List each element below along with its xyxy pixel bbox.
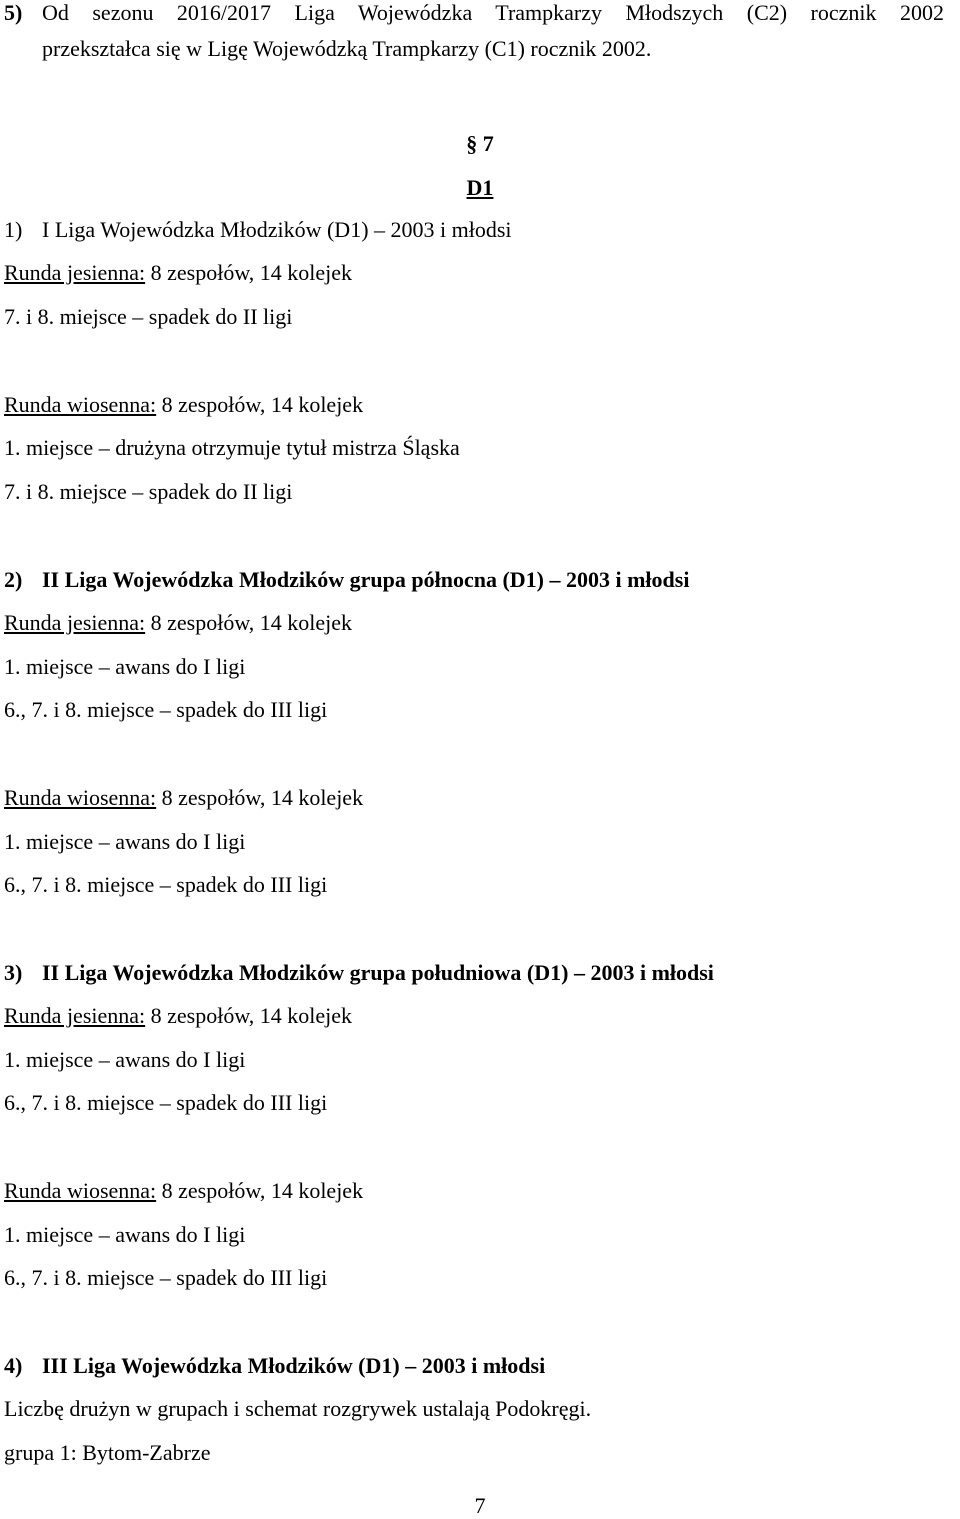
league-3-autumn: [4, 1003, 352, 1029]
league-2-autumn: [4, 610, 352, 636]
league-2-spring-rule-2: 6., 7. i 8. miejsce – spadek do III ligi: [4, 872, 328, 897]
league-3-number: 3): [4, 960, 23, 985]
league-1-title: I Liga Wojewódzka Młodzików (D1) – 2003 i młodsi: [42, 217, 512, 242]
league-1-number: 1): [4, 217, 23, 242]
intro-number: 5): [4, 0, 23, 25]
league-3-spring: [4, 1178, 363, 1204]
league-1-spring-rule-1: 1. miejsce – drużyna otrzymuje tytuł mistrza Śląska: [4, 435, 460, 460]
spring-text: 8 zespołów, 14 kolejek: [156, 785, 364, 810]
league-1-spring-rule-2: 7. i 8. miejsce – spadek do II ligi: [4, 479, 293, 504]
section-category: D1: [466, 175, 494, 200]
league-3-spring-rule-2: 6., 7. i 8. miejsce – spadek do III ligi: [4, 1265, 328, 1290]
section-paragraph: § 7: [466, 131, 494, 156]
autumn-text: 8 zespołów, 14 kolejek: [145, 260, 353, 285]
autumn-text: 8 zespołów, 14 kolejek: [145, 1003, 353, 1028]
league-2-autumn-rule-1: 1. miejsce – awans do I ligi: [4, 654, 246, 679]
league-4-heading: [4, 1353, 545, 1379]
league-2-heading: [4, 567, 689, 593]
league-4-note-2: grupa 1: Bytom-Zabrze: [4, 1440, 211, 1465]
league-2-autumn-rule-2: 6., 7. i 8. miejsce – spadek do III ligi: [4, 697, 328, 722]
spring-text: 8 zespołów, 14 kolejek: [156, 392, 364, 417]
autumn-label: Runda jesienna:: [4, 260, 146, 285]
league-2-spring: [4, 785, 363, 811]
league-3-autumn-rule-1: 1. miejsce – awans do I ligi: [4, 1047, 246, 1072]
intro-line-1: Od sezonu 2016/2017 Liga Wojewódzka Trampkarzy Młodszych (C2) rocznik 2002: [42, 0, 944, 25]
spring-label: Runda wiosenna:: [4, 785, 157, 810]
league-3-autumn-rule-2: 6., 7. i 8. miejsce – spadek do III ligi: [4, 1090, 328, 1115]
intro-paragraph: [4, 0, 944, 62]
league-3-spring-rule-1: 1. miejsce – awans do I ligi: [4, 1222, 246, 1247]
league-1-heading: [4, 217, 512, 243]
autumn-label: Runda jesienna:: [4, 1003, 146, 1028]
autumn-text: 8 zespołów, 14 kolejek: [145, 610, 353, 635]
spring-label: Runda wiosenna:: [4, 1178, 157, 1203]
league-4-number: 4): [4, 1353, 23, 1378]
league-4-note-1: Liczbę drużyn w grupach i schemat rozgrywek ustalają Podokręgi.: [4, 1396, 592, 1421]
league-2-spring-rule-1: 1. miejsce – awans do I ligi: [4, 829, 246, 854]
league-2-title: II Liga Wojewódzka Młodzików grupa północna (D1) – 2003 i młodsi: [42, 567, 690, 592]
league-2-number: 2): [4, 567, 23, 592]
league-1-autumn: [4, 260, 352, 286]
spring-label: Runda wiosenna:: [4, 392, 157, 417]
league-3-title: II Liga Wojewódzka Młodzików grupa południowa (D1) – 2003 i młodsi: [42, 960, 714, 985]
page-number: 7: [474, 1493, 486, 1518]
spring-text: 8 zespołów, 14 kolejek: [156, 1178, 364, 1203]
intro-line-2: przekształca się w Ligę Wojewódzką Trampkarzy (C1) rocznik 2002.: [42, 36, 652, 61]
league-4-title: III Liga Wojewódzka Młodzików (D1) – 2003 i młodsi: [42, 1353, 546, 1378]
league-3-heading: [4, 960, 714, 986]
autumn-label: Runda jesienna:: [4, 610, 146, 635]
league-1-spring: [4, 392, 363, 418]
league-1-autumn-rule-1: 7. i 8. miejsce – spadek do II ligi: [4, 304, 293, 329]
